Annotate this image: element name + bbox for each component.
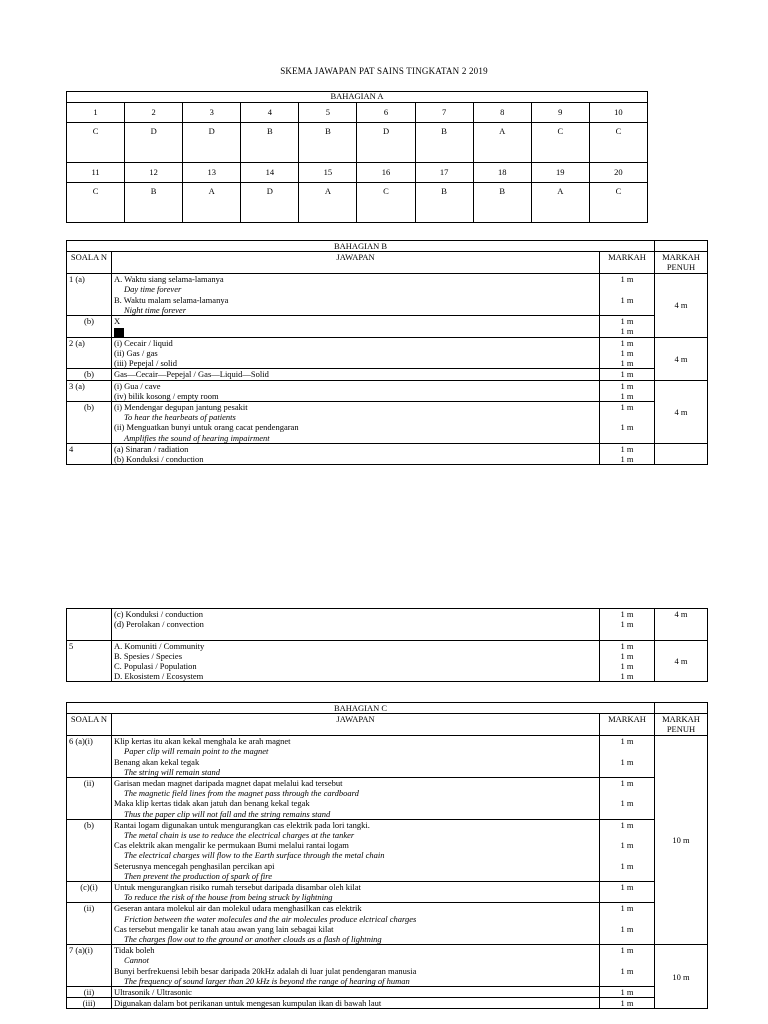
bahagian-a-caption: BAHAGIAN A: [67, 92, 648, 103]
mark-value: 1 m: [620, 454, 634, 464]
answer-letter: A: [299, 183, 357, 223]
marks-cell: [600, 903, 655, 945]
answer-cell: [112, 998, 600, 1009]
question-number: (ii): [67, 987, 112, 998]
black-square-icon: [114, 328, 124, 337]
header-jawapan: JAWAPAN: [112, 714, 600, 736]
answer-line: (ii) Gas / gas: [114, 347, 158, 358]
question-number: 19: [531, 163, 589, 183]
question-number: 1: [67, 103, 125, 123]
mark-value: 1 m: [620, 401, 634, 412]
question-number: (b): [67, 316, 112, 338]
answer-cell: [112, 274, 600, 316]
answer-line: The metal chain is use to reduce the electrical charges at the tanker: [124, 830, 355, 841]
mark-value: 1 m: [620, 369, 634, 380]
question-number: 4: [67, 443, 112, 464]
mark-value: 1 m: [620, 860, 634, 871]
mark-value: 1 m: [620, 819, 634, 830]
answer-cell: [112, 316, 600, 338]
question-number: 10: [589, 103, 647, 123]
question-number: 4: [241, 103, 299, 123]
question-number: 6 (a)(i): [67, 736, 112, 778]
mark-value: 1 m: [620, 840, 634, 851]
question-number: (c)(i): [67, 882, 112, 903]
question-number: (iii): [67, 998, 112, 1009]
mark-value: [602, 809, 652, 819]
question-number: 7 (a)(i): [67, 945, 112, 987]
answer-line: The frequency of sound larger than 20 kHz is beyond the range of hearing of human: [124, 975, 410, 986]
answer-line: [114, 326, 597, 337]
table-row: [67, 736, 708, 778]
mark-value: 1 m: [620, 347, 634, 358]
mark-value: 1 m: [620, 998, 634, 1009]
mark-value: 1 m: [620, 882, 634, 893]
mark-value: 1 m: [620, 316, 634, 327]
mark-value: [602, 830, 652, 840]
answer-line: [114, 629, 597, 639]
mark-value: [602, 871, 652, 881]
table-row: [67, 945, 708, 987]
answer-letter: B: [415, 123, 473, 163]
answer-cell: [112, 443, 600, 464]
answer-line: A. Komuniti / Community: [114, 640, 205, 651]
question-number: 20: [589, 163, 647, 183]
question-number: 2 (a): [67, 337, 112, 369]
table-row: [67, 163, 648, 183]
answer-cell: [112, 380, 600, 401]
table-row: [67, 103, 648, 123]
mark-value: [602, 433, 652, 443]
header-soalan: SOALA N: [67, 252, 112, 274]
question-number: [67, 609, 112, 641]
answer-cell: [112, 369, 600, 380]
mark-value: 1 m: [620, 443, 634, 454]
question-number: 8: [473, 103, 531, 123]
bahagian-c-caption: BAHAGIAN C: [67, 703, 655, 714]
mark-value: [602, 305, 652, 315]
table-row: [67, 903, 708, 945]
marks-cell: [600, 443, 655, 464]
question-number: 11: [67, 163, 125, 183]
question-number: (ii): [67, 903, 112, 945]
answer-line: Geseran antara molekul air dan molekul udara menghasilkan cas elektrik: [114, 903, 362, 914]
answer-cell: [112, 945, 600, 987]
answer-line: Cannot: [124, 955, 150, 966]
question-number: (ii): [67, 778, 112, 820]
table-row: [67, 380, 708, 401]
marks-cell: [600, 369, 655, 380]
mark-value: 1 m: [620, 422, 634, 433]
question-number: 9: [531, 103, 589, 123]
header-soalan: SOALA N: [67, 714, 112, 736]
mark-value: 1 m: [620, 945, 634, 956]
full-marks-cell: [655, 443, 708, 464]
question-number: (b): [67, 369, 112, 380]
question-number: 1 (a): [67, 274, 112, 316]
mark-value: 1 m: [620, 274, 634, 285]
mark-value: 1 m: [620, 619, 634, 630]
answer-line: X: [114, 316, 121, 327]
answer-cell: [112, 778, 600, 820]
header-jawapan: JAWAPAN: [112, 252, 600, 274]
marks-cell: [600, 819, 655, 881]
header-markah: MARKAH: [600, 252, 655, 274]
mark-value: 1 m: [620, 671, 634, 682]
full-marks-cell: 4 m: [655, 609, 708, 641]
marks-cell: [600, 401, 655, 443]
mark-value: 1 m: [620, 326, 634, 337]
mark-value: [602, 892, 652, 902]
answer-line: (iv) bilik kosong / empty room: [114, 390, 219, 401]
answer-line: (a) Sinaran / radiation: [114, 443, 189, 454]
answer-cell: [112, 903, 600, 945]
question-number: 13: [183, 163, 241, 183]
answer-line: (c) Konduksi / conduction: [114, 609, 203, 619]
mark-value: 1 m: [620, 337, 634, 348]
answer-letter: D: [357, 123, 415, 163]
full-marks-cell: 4 m: [655, 274, 708, 338]
answer-line: A. Waktu siang selama-lamanya: [114, 274, 224, 285]
answer-line: B. Spesies / Species: [114, 650, 182, 661]
mark-value: 1 m: [620, 294, 634, 305]
question-number: 7: [415, 103, 473, 123]
answer-line: Garisan medan magnet daripada magnet dapat melalui kad tersebut: [114, 778, 343, 789]
answer-line: Night time forever: [124, 304, 187, 315]
answer-line: To hear the hearbeats of patients: [124, 412, 236, 423]
marks-cell: [600, 380, 655, 401]
table-row: [67, 337, 708, 369]
table-row: [67, 443, 708, 464]
mark-value: [602, 850, 652, 860]
bahagian-b-continued-table: [66, 608, 708, 682]
answer-letter: C: [589, 123, 647, 163]
answer-line: (i) Gua / cave: [114, 380, 161, 391]
mark-value: 1 m: [620, 756, 634, 767]
table-row: [67, 183, 648, 223]
header-markah: MARKAH: [600, 714, 655, 736]
mark-value: [602, 746, 652, 756]
answer-line: Tidak boleh: [114, 945, 155, 956]
answer-line: Seterusnya mencegah penghasilan percikan api: [114, 860, 275, 871]
full-marks-cell: 4 m: [655, 337, 708, 380]
question-number: 3 (a): [67, 380, 112, 401]
question-number: 17: [415, 163, 473, 183]
table-row: [67, 998, 708, 1009]
question-number: 3: [183, 103, 241, 123]
bahagian-b-caption: BAHAGIAN B: [67, 241, 655, 252]
answer-letter: A: [473, 123, 531, 163]
answer-letter: D: [241, 183, 299, 223]
marks-cell: [600, 998, 655, 1009]
answer-cell: [112, 337, 600, 369]
table-row: [67, 123, 648, 163]
answer-line: The electrical charges will flow to the Earth surface through the metal chain: [124, 850, 385, 861]
mark-value: 1 m: [620, 661, 634, 672]
answer-line: C. Populasi / Population: [114, 661, 197, 672]
table-row: [67, 401, 708, 443]
full-marks-cell: 10 m: [655, 945, 708, 1009]
answer-line: D. Ekosistem / Ecosystem: [114, 671, 204, 682]
answer-line: Thus the paper clip will not fall and the string remains stand: [124, 808, 331, 819]
mark-value: 1 m: [620, 640, 634, 651]
answer-line: (b) Konduksi / conduction: [114, 454, 204, 464]
answer-letter: C: [589, 183, 647, 223]
answer-cell: [112, 882, 600, 903]
answer-letter: A: [531, 183, 589, 223]
answer-cell: [112, 401, 600, 443]
answer-cell: [112, 609, 600, 641]
marks-cell: [600, 987, 655, 998]
answer-line: Klip kertas itu akan kekal menghala ke arah magnet: [114, 736, 291, 747]
answer-line: (d) Perolakan / convection: [114, 619, 204, 630]
mark-value: 1 m: [620, 923, 634, 934]
bahagian-b-table: [66, 240, 708, 465]
marks-cell: [600, 609, 655, 641]
answer-line: Untuk mengurangkan risiko rumah tersebut daripada disambar oleh kilat: [114, 882, 361, 893]
answer-line: Amplifies the sound of hearing impairment: [124, 432, 270, 443]
mark-value: [602, 934, 652, 944]
full-marks-cell: 4 m: [655, 640, 708, 682]
answer-line: Paper clip will remain point to the magnet: [124, 746, 269, 757]
answer-line: To reduce the risk of the house from being struck by lightning: [124, 892, 333, 903]
answer-line: Friction between the water molecules and the air molecules produce elctrical charges: [124, 913, 417, 924]
answer-line: Ultrasonik / Ultrasonic: [114, 987, 192, 998]
mark-value: 1 m: [620, 987, 634, 998]
answer-letter: C: [531, 123, 589, 163]
mark-value: 1 m: [620, 736, 634, 747]
mark-value: 1 m: [620, 798, 634, 809]
answer-letter: D: [183, 123, 241, 163]
mark-value: 1 m: [620, 609, 634, 619]
mark-value: [602, 955, 652, 965]
answer-letter: B: [473, 183, 531, 223]
answer-letter: B: [299, 123, 357, 163]
table-row: [67, 316, 708, 338]
mark-value: [602, 914, 652, 924]
answer-line: Gas—Cecair—Pepejal / Gas—Liquid—Solid: [114, 369, 269, 380]
answer-line: (ii) Menguatkan bunyi untuk orang cacat pendengaran: [114, 422, 299, 433]
question-number: 15: [299, 163, 357, 183]
question-number: 18: [473, 163, 531, 183]
question-number: (b): [67, 819, 112, 881]
question-number: 16: [357, 163, 415, 183]
table-row: [67, 640, 708, 682]
question-number: (b): [67, 401, 112, 443]
answer-line: The charges flow out to the ground or another clouds as a flash of lightning: [124, 934, 382, 945]
header-markah-penuh: MARKAH PENUH: [655, 252, 708, 274]
answer-line: Cas tersebut mengalir ke tanah atau awan yang lain sebagai kilat: [114, 923, 334, 934]
marks-cell: [600, 945, 655, 987]
answer-line: Day time forever: [124, 284, 182, 295]
header-markah-penuh: MARKAH PENUH: [655, 714, 708, 736]
table-row: [67, 369, 708, 380]
answer-letter: C: [67, 123, 125, 163]
answer-line: Maka klip kertas tidak akan jatuh dan benang kekal tegak: [114, 798, 310, 809]
question-number: 14: [241, 163, 299, 183]
mark-value: 1 m: [620, 650, 634, 661]
answer-line: The string will remain stand: [124, 766, 221, 777]
mark-value: [602, 976, 652, 986]
full-marks-cell: 10 m: [655, 736, 708, 945]
mark-value: 1 m: [620, 903, 634, 914]
mark-value: 1 m: [620, 778, 634, 789]
marks-cell: [600, 778, 655, 820]
answer-cell: [112, 987, 600, 998]
question-number: 12: [125, 163, 183, 183]
table-row: [67, 778, 708, 820]
answer-letter: B: [241, 123, 299, 163]
answer-line: The magnetic field lines from the magnet pass through the cardboard: [124, 788, 359, 799]
marks-cell: [600, 640, 655, 682]
table-row: [67, 987, 708, 998]
question-number: 6: [357, 103, 415, 123]
table-row: [67, 819, 708, 881]
mark-value: 1 m: [620, 965, 634, 976]
answer-line: B. Waktu malam selama-lamanya: [114, 294, 229, 305]
question-number: 5: [67, 640, 112, 682]
marks-cell: [600, 274, 655, 316]
marks-cell: [600, 316, 655, 338]
marks-cell: [600, 882, 655, 903]
bahagian-c-table: [66, 702, 708, 1009]
answer-letter: C: [357, 183, 415, 223]
table-row: [67, 274, 708, 316]
answer-line: Then prevent the production of spark of fire: [124, 870, 273, 881]
table-row: [67, 882, 708, 903]
mark-value: [602, 412, 652, 422]
answer-line: Rantai logam digunakan untuk mengurangkan cas elektrik pada lori tangki.: [114, 819, 370, 830]
answer-cell: [112, 819, 600, 881]
answer-letter: A: [183, 183, 241, 223]
answer-line: Benang akan kekal tegak: [114, 756, 200, 767]
mark-value: [602, 767, 652, 777]
marks-cell: [600, 337, 655, 369]
full-marks-cell: 4 m: [655, 380, 708, 443]
marks-cell: [600, 736, 655, 778]
bahagian-a-table: [66, 91, 648, 223]
mark-value: 1 m: [620, 380, 634, 391]
mark-value: 1 m: [620, 390, 634, 401]
answer-cell: [112, 736, 600, 778]
answer-cell: [112, 640, 600, 682]
answer-line: (i) Cecair / liquid: [114, 337, 173, 348]
question-number: 2: [125, 103, 183, 123]
question-number: 5: [299, 103, 357, 123]
mark-value: 1 m: [620, 358, 634, 369]
answer-letter: B: [125, 183, 183, 223]
mark-value: [602, 788, 652, 798]
answer-line: Bunyi berfrekuensi lebih besar daripada 20kHz adalah di luar julat pendengaran manusia: [114, 965, 417, 976]
answer-line: Cas elektrik akan mengalir ke permukaan Bumi melalui rantai logam: [114, 840, 349, 851]
mark-value: [602, 284, 652, 294]
answer-line: (iii) Pepejal / solid: [114, 358, 178, 369]
answer-letter: B: [415, 183, 473, 223]
page-title: SKEMA JAWAPAN PAT SAINS TINGKATAN 2 2019: [280, 66, 488, 76]
table-row: [67, 609, 708, 641]
answer-letter: C: [67, 183, 125, 223]
answer-line: Digunakan dalam bot perikanan untuk mengesan kumpulan ikan di bawah laut: [114, 998, 382, 1009]
answer-letter: D: [125, 123, 183, 163]
answer-line: (i) Mendengar degupan jantung pesakit: [114, 401, 248, 412]
